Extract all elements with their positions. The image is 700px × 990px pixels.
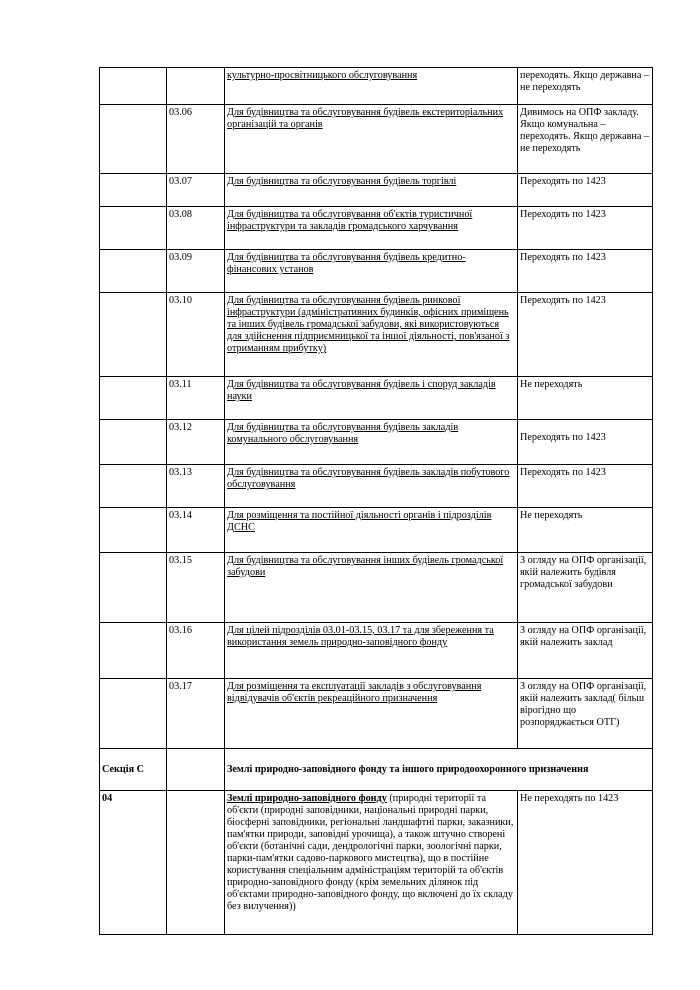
- code-cell: 03.10: [167, 293, 225, 377]
- section-cell: [100, 250, 167, 293]
- section-cell: [100, 105, 167, 174]
- code-cell: [167, 749, 225, 791]
- table-row: [100, 420, 653, 465]
- category-description: (природні території та об'єкти (природні заповідники, національні природні парки, біосферні заповідники, регіональні ландшафтні парки, заказники, пам'ятки природи, заповідні урочища), а також штучно створені об'єкти (ботанічні сади, дендрологічні парки, зоологічні парки, парки-пам'ятки садово-паркового мистецтва), що в постійне користування спеціальним адміністраціям територій та об'єктів природно-заповідного фонду (крім земельних ділянок під об'єктами природно-заповідного фонду, що включені до їх складу без вилучення)): [227, 793, 514, 912]
- section-cell: [100, 68, 167, 105]
- code-cell: 03.16: [167, 623, 225, 679]
- name-cell: Для цілей підрозділів 03.01-03.15, 03.17 та для збереження та використання земель природно-заповідного фонду: [225, 623, 518, 679]
- section-cell: [100, 293, 167, 377]
- code-cell: 03.17: [167, 679, 225, 749]
- status-cell: З огляду на ОПФ організації, якій належить заклад: [518, 623, 653, 679]
- code-cell: 03.11: [167, 377, 225, 420]
- table-row: [100, 207, 653, 250]
- section-cell: [100, 553, 167, 623]
- code-cell: 03.09: [167, 250, 225, 293]
- status-cell: З огляду на ОПФ організації, якій належить будівля громадської забудови: [518, 553, 653, 623]
- status-cell: Переходять по 1423: [518, 207, 653, 250]
- table-row: [100, 623, 653, 679]
- status-cell: Переходять по 1423: [518, 465, 653, 508]
- code-cell: [167, 791, 225, 935]
- name-cell: Для будівництва та обслуговування інших будівель громадської забудови: [225, 553, 518, 623]
- code-cell: [167, 68, 225, 105]
- code-cell: 03.07: [167, 174, 225, 207]
- name-cell: Для будівництва та обслуговування будівель кредитно-фінансових установ: [225, 250, 518, 293]
- status-cell: Не переходять: [518, 508, 653, 553]
- status-cell: Дивимось на ОПФ закладу. Якщо комунальна – переходять. Якщо державна – не переходять: [518, 105, 653, 174]
- name-cell: культурно-просвітницького обслуговування: [225, 68, 518, 105]
- table-row: [100, 68, 653, 105]
- section-code-cell: 04: [100, 791, 167, 935]
- status-cell: Не переходять по 1423: [518, 791, 653, 935]
- section-cell: [100, 679, 167, 749]
- table-row: [100, 377, 653, 420]
- table-row: [100, 174, 653, 207]
- status-cell: Переходять по 1423: [518, 174, 653, 207]
- table-row: [100, 791, 653, 935]
- code-cell: 03.08: [167, 207, 225, 250]
- table-row: [100, 553, 653, 623]
- code-cell: 03.12: [167, 420, 225, 465]
- status-cell: Переходять по 1423: [518, 250, 653, 293]
- name-cell: Для будівництва та обслуговування будівель екстериторіальних організацій та органів: [225, 105, 518, 174]
- name-cell: Для будівництва та обслуговування будівель торгівлі: [225, 174, 518, 207]
- name-cell: Для будівництва та обслуговування будівель закладів комунального обслуговування: [225, 420, 518, 465]
- status-text: Переходять по 1423: [520, 432, 606, 443]
- category-title: Землі природно-заповідного фонду: [227, 793, 387, 804]
- code-cell: 03.13: [167, 465, 225, 508]
- name-cell: Для розміщення та постійної діяльності органів і підрозділів ДСНС: [225, 508, 518, 553]
- section-cell: [100, 420, 167, 465]
- name-cell: Для розміщення та експлуатації закладів з обслуговування відвідувачів об'єктів рекреаційного призначення: [225, 679, 518, 749]
- code-cell: 03.06: [167, 105, 225, 174]
- section-cell: [100, 623, 167, 679]
- name-cell: Для будівництва та обслуговування будівель закладів побутового обслуговування: [225, 465, 518, 508]
- section-label: Секція С: [100, 749, 167, 791]
- name-cell: Для будівництва та обслуговування будівель і споруд закладів науки: [225, 377, 518, 420]
- status-cell: переходять. Якщо державна – не переходять: [518, 68, 653, 105]
- status-cell: Не переходять: [518, 377, 653, 420]
- status-cell: [518, 420, 653, 465]
- section-cell: [100, 465, 167, 508]
- table-row: [100, 508, 653, 553]
- name-cell: [225, 791, 518, 935]
- land-use-table: [99, 67, 653, 935]
- section-cell: [100, 377, 167, 420]
- name-cell: Для будівництва та обслуговування будівель ринкової інфраструктури (адміністративних будинків, офісних приміщень та інших будівель громадської забудови, які використовуються для здійснення підприємницької та іншої діяльності, пов'язаної з отриманням прибутку): [225, 293, 518, 377]
- table-row: [100, 465, 653, 508]
- status-cell: Переходять по 1423: [518, 293, 653, 377]
- section-title: Землі природно-заповідного фонду та іншого природоохоронного призначення: [225, 749, 653, 791]
- code-cell: 03.14: [167, 508, 225, 553]
- section-cell: [100, 174, 167, 207]
- section-cell: [100, 508, 167, 553]
- status-cell: З огляду на ОПФ організації, якій належить заклад( більш вірогідно що розпоряджається ОТГ): [518, 679, 653, 749]
- table-row: [100, 250, 653, 293]
- table-row: [100, 293, 653, 377]
- section-row: [100, 749, 653, 791]
- table-row: [100, 679, 653, 749]
- name-cell: Для будівництва та обслуговування об'єктів туристичної інфраструктури та закладів громадського харчування: [225, 207, 518, 250]
- code-cell: 03.15: [167, 553, 225, 623]
- table-row: [100, 105, 653, 174]
- section-cell: [100, 207, 167, 250]
